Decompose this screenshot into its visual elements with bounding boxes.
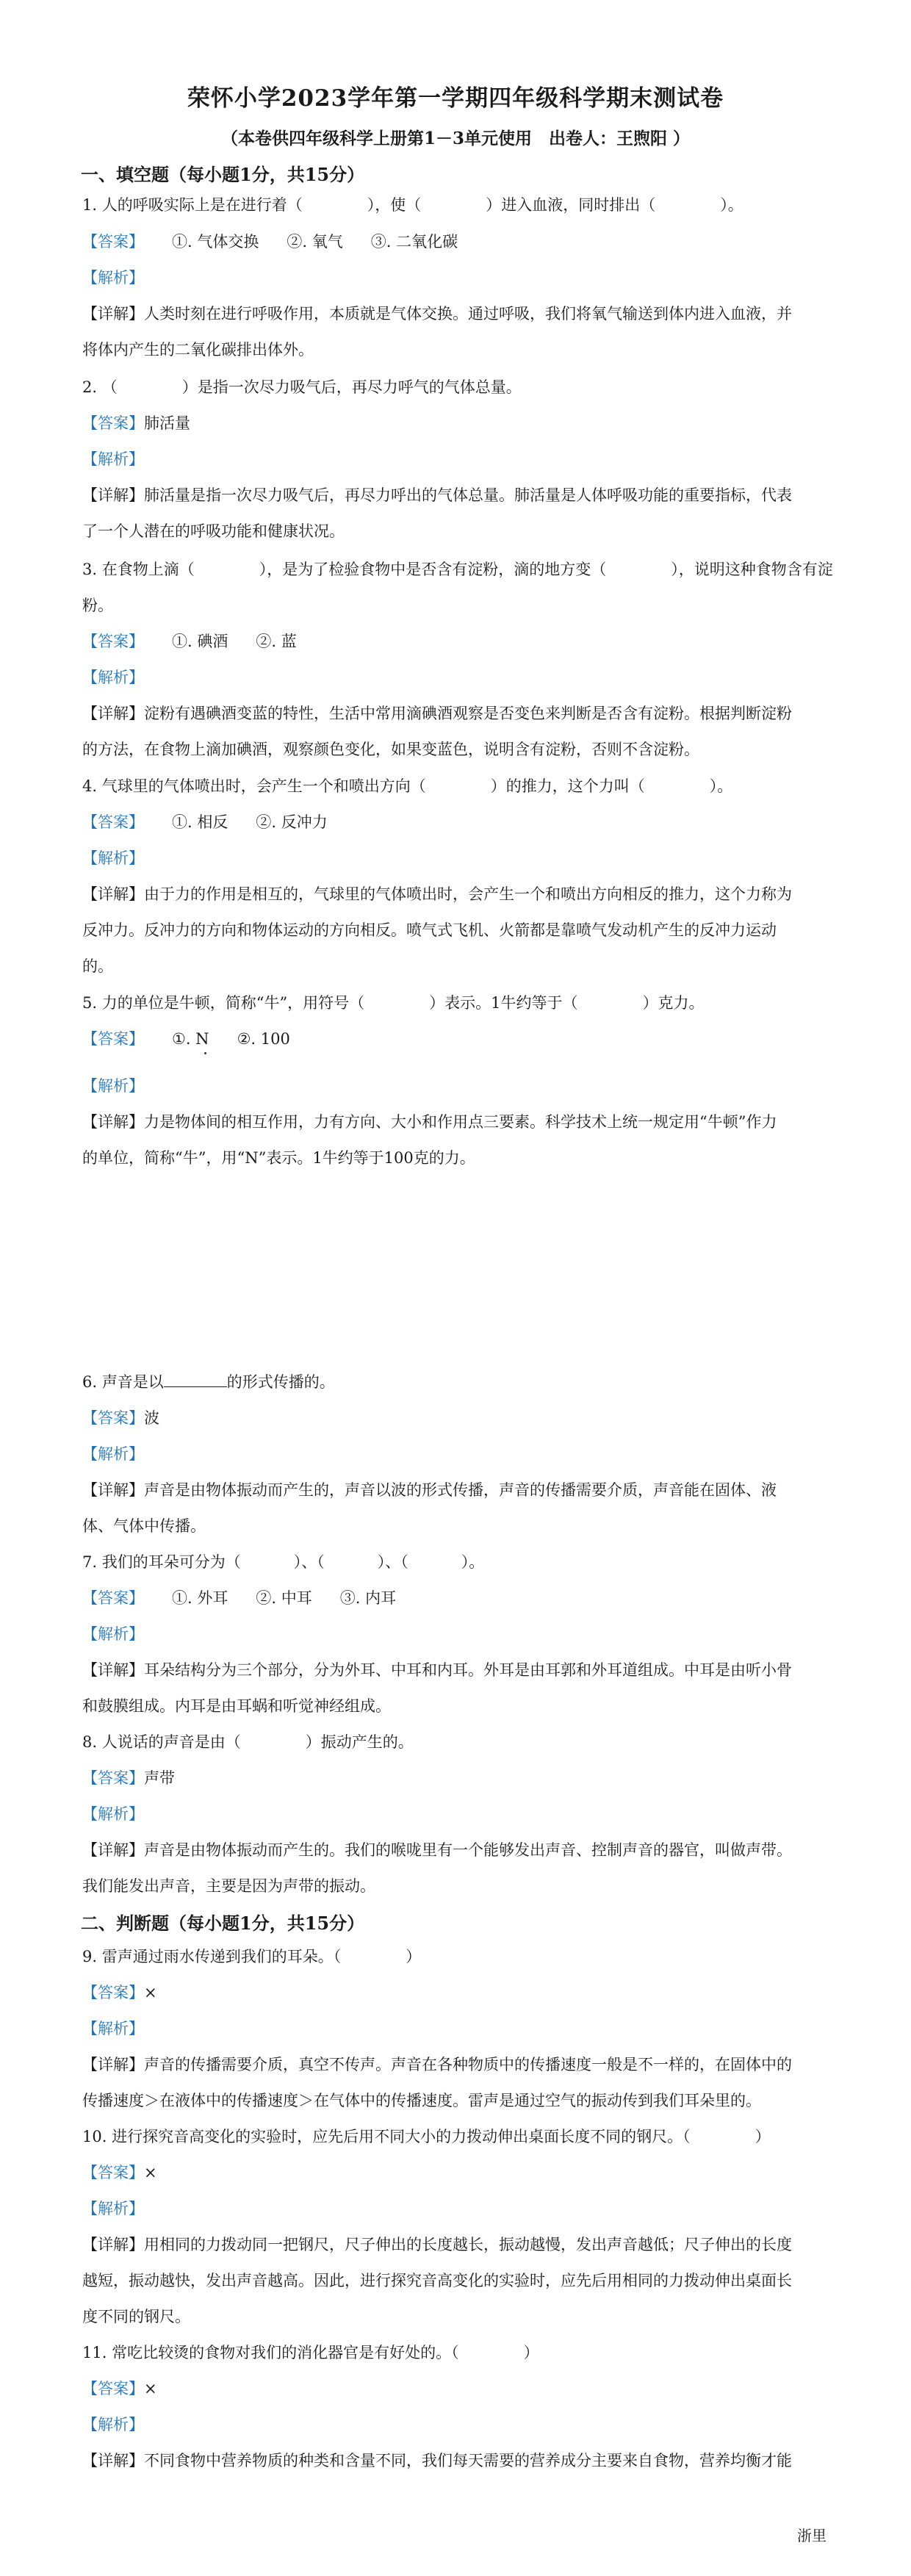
question-5: 5. 力的单位是牛顿，简称“牛”，用符号（ ）表示。1牛约等于（ ）克力。 [82, 994, 705, 1012]
analysis-label: 【解析】 [82, 2020, 144, 2037]
analysis-8 [82, 1803, 144, 1825]
answer-9: 【答案】× [82, 1984, 157, 2001]
analysis-1 [82, 267, 144, 289]
detail-9-line-1: 【详解】声音的传播需要介质，真空不传声。声音在各种物质中的传播速度一般是不一样的，在固体中的 [82, 2056, 792, 2073]
detail-3-line-1: 【详解】淀粉有遇碘酒变蓝的特性，生活中常用滴碘酒观察是否变色来判断是否含有淀粉。根据判断淀粉 [82, 705, 792, 722]
analysis-3 [82, 666, 144, 688]
answer-7: 【答案】 ①. 外耳 ②. 中耳 ③. 内耳 [82, 1589, 397, 1607]
detail-4-line-2: 反冲力。反冲力的方向和物体运动的方向相反。喷气式飞机、火箭都是靠喷气发动机产生的反冲力运动 [82, 921, 777, 939]
answer-label: 【答案】 [82, 633, 144, 650]
detail-label: 【详解】 [82, 1841, 144, 1859]
answer-3: 【答案】 ①. 碘酒 ②. 蓝 [82, 633, 297, 650]
analysis-11 [82, 2414, 144, 2436]
detail-4-line-3: 的。 [82, 957, 113, 975]
answer-6: 【答案】波 [82, 1409, 159, 1427]
detail-label: 【详解】 [82, 1661, 144, 1679]
analysis-label: 【解析】 [82, 2200, 144, 2217]
answer-label: 【答案】 [82, 1030, 144, 1048]
question-4: 4. 气球里的气体喷出时，会产生一个和喷出方向（ ）的推力，这个力叫（ ）。 [82, 777, 733, 795]
detail-2-line-1: 【详解】肺活量是指一次尽力吸气后，再尽力呼出的气体总量。肺活量是人体呼吸功能的重要指标，代表 [82, 486, 792, 504]
answer-2: 【答案】肺活量 [82, 414, 190, 432]
detail-label: 【详解】 [82, 2056, 144, 2073]
question-8: 8. 人说话的声音是由（ ）振动产生的。 [82, 1733, 414, 1751]
detail-3-line-2: 的方法，在食物上滴加碘酒，观察颜色变化，如果变蓝色，说明含有淀粉，否则不含淀粉。 [82, 741, 699, 758]
question-3: 3. 在食物上滴（ ），是为了检验食物中是否含有淀粉，滴的地方变（ ），说明这种食物含有淀 [82, 561, 833, 578]
analysis-label: 【解析】 [82, 2416, 144, 2433]
answer-label: 【答案】 [82, 2164, 144, 2181]
answer-4: 【答案】 ①. 相反 ②. 反冲力 [82, 813, 328, 831]
detail-6-line-1: 【详解】声音是由物体振动而产生的，声音以波的形式传播，声音的传播需要介质，声音能在固体、液 [82, 1481, 777, 1499]
detail-2-line-2: 了一个人潜在的呼吸功能和健康状况。 [82, 522, 345, 540]
answer-5: 【答案】 ①. N ②. 100 [82, 1030, 290, 1048]
analysis-label: 【解析】 [82, 1625, 144, 1643]
analysis-label: 【解析】 [82, 1445, 144, 1463]
detail-11-line-1: 【详解】不同食物中营养物质的种类和含量不同，我们每天需要的营养成分主要来自食物，营养均衡才能 [82, 2452, 792, 2469]
detail-5-line-2: 的单位，简称“牛”，用“N”表示。1牛约等于100克的力。 [82, 1149, 475, 1167]
detail-8-line-2: 我们能发出声音，主要是因为声带的振动。 [82, 1877, 375, 1895]
answer-label: 【答案】 [82, 813, 144, 831]
analysis-2 [82, 448, 144, 470]
detail-1-line-1: 【详解】人类时刻在进行呼吸作用，本质就是气体交换。通过呼吸，我们将氧气输送到体内进入血液，并 [82, 305, 792, 323]
detail-label: 【详解】 [82, 486, 144, 504]
answer-10: 【答案】× [82, 2164, 157, 2181]
exam-subtitle: （本卷供四年级科学上册第1－3单元使用 出卷人：王煦阳 ） [220, 129, 690, 148]
answer-label: 【答案】 [82, 1409, 144, 1427]
question-2: 2. （ ）是指一次尽力吸气后，再尽力呼气的气体总量。 [82, 378, 522, 396]
question-3-line-2: 粉。 [82, 597, 113, 614]
analysis-10 [82, 2198, 144, 2220]
detail-5-line-1: 【详解】力是物体间的相互作用，力有方向、大小和作用点三要素。科学技术上统一规定用“牛顿”作力 [82, 1113, 777, 1131]
analysis-label: 【解析】 [82, 849, 144, 867]
detail-10-line-2: 越短，振动越快，发出声音越高。因此，进行探究音高变化的实验时，应先后用相同的力拨动伸出桌面长 [82, 2272, 792, 2289]
detail-label: 【详解】 [82, 1481, 144, 1499]
footer-region: 浙里 [797, 2527, 827, 2544]
detail-6-line-2: 体、气体中传播。 [82, 1517, 206, 1535]
answer-8: 【答案】声带 [82, 1769, 175, 1787]
answer-label: 【答案】 [82, 233, 144, 251]
detail-label: 【详解】 [82, 885, 144, 903]
detail-label: 【详解】 [82, 705, 144, 722]
analysis-5 [82, 1075, 144, 1097]
answer-11: 【答案】× [82, 2380, 157, 2397]
analysis-7 [82, 1623, 144, 1645]
detail-9-line-2: 传播速度＞在液体中的传播速度＞在气体中的传播速度。雷声是通过空气的振动传到我们耳朵里的。 [82, 2092, 761, 2109]
exam-title: 荣怀小学2023学年第一学期四年级科学期末测试卷 [187, 85, 724, 112]
detail-label: 【详解】 [82, 2452, 144, 2469]
detail-8-line-1: 【详解】声音是由物体振动而产生的。我们的喉咙里有一个能够发出声音、控制声音的器官，叫做声带。 [82, 1841, 792, 1859]
question-1: 1. 人的呼吸实际上是在进行着（ ），使（ ）进入血液，同时排出（ ）。 [82, 196, 743, 214]
detail-7-line-2: 和鼓膜组成。内耳是由耳蜗和听觉神经组成。 [82, 1697, 391, 1715]
detail-label: 【详解】 [82, 1113, 144, 1131]
stray-dot [204, 1052, 206, 1054]
question-10: 10. 进行探究音高变化的实验时，应先后用不同大小的力拨动伸出桌面长度不同的钢尺。（ ） [82, 2128, 771, 2145]
detail-10-line-3: 度不同的钢尺。 [82, 2308, 190, 2325]
answer-label: 【答案】 [82, 1589, 144, 1607]
answer-label: 【答案】 [82, 1769, 144, 1787]
answer-label: 【答案】 [82, 2380, 144, 2397]
answer-label: 【答案】 [82, 1984, 144, 2001]
analysis-label: 【解析】 [82, 1805, 144, 1823]
analysis-6 [82, 1443, 144, 1465]
question-7: 7. 我们的耳朵可分为（ ）、（ ）、（ ）。 [82, 1553, 485, 1571]
answer-1: 【答案】 ①. 气体交换 ②. 氧气 ③. 二氧化碳 [82, 233, 458, 251]
analysis-label: 【解析】 [82, 1077, 144, 1095]
analysis-label: 【解析】 [82, 269, 144, 287]
analysis-label: 【解析】 [82, 450, 144, 468]
detail-4-line-1: 【详解】由于力的作用是相互的，气球里的气体喷出时，会产生一个和喷出方向相反的推力，这个力称为 [82, 885, 792, 903]
detail-label: 【详解】 [82, 305, 144, 323]
detail-7-line-1: 【详解】耳朵结构分为三个部分，分为外耳、中耳和内耳。外耳是由耳郭和外耳道组成。中耳是由听小骨 [82, 1661, 792, 1679]
analysis-9 [82, 2018, 144, 2040]
analysis-label: 【解析】 [82, 669, 144, 686]
question-11: 11. 常吃比较烫的食物对我们的消化器官是有好处的。（ ） [82, 2344, 539, 2361]
detail-label: 【详解】 [82, 2236, 144, 2253]
answer-label: 【答案】 [82, 414, 144, 432]
detail-10-line-1: 【详解】用相同的力拨动同一把钢尺，尺子伸出的长度越长，振动越慢，发出声音越低；尺子伸出的长度 [82, 2236, 792, 2253]
detail-1-line-2: 将体内产生的二氧化碳排出体外。 [82, 341, 314, 359]
question-9: 9. 雷声通过雨水传递到我们的耳朵。（ ） [82, 1948, 422, 1965]
section-fill-heading: 一、填空题（每小题1分，共15分） [81, 164, 365, 185]
analysis-4 [82, 847, 144, 869]
section-judge-heading: 二、判断题（每小题1分，共15分） [81, 1913, 365, 1934]
question-6: 6. 声音是以 的形式传播的。 [82, 1373, 335, 1391]
